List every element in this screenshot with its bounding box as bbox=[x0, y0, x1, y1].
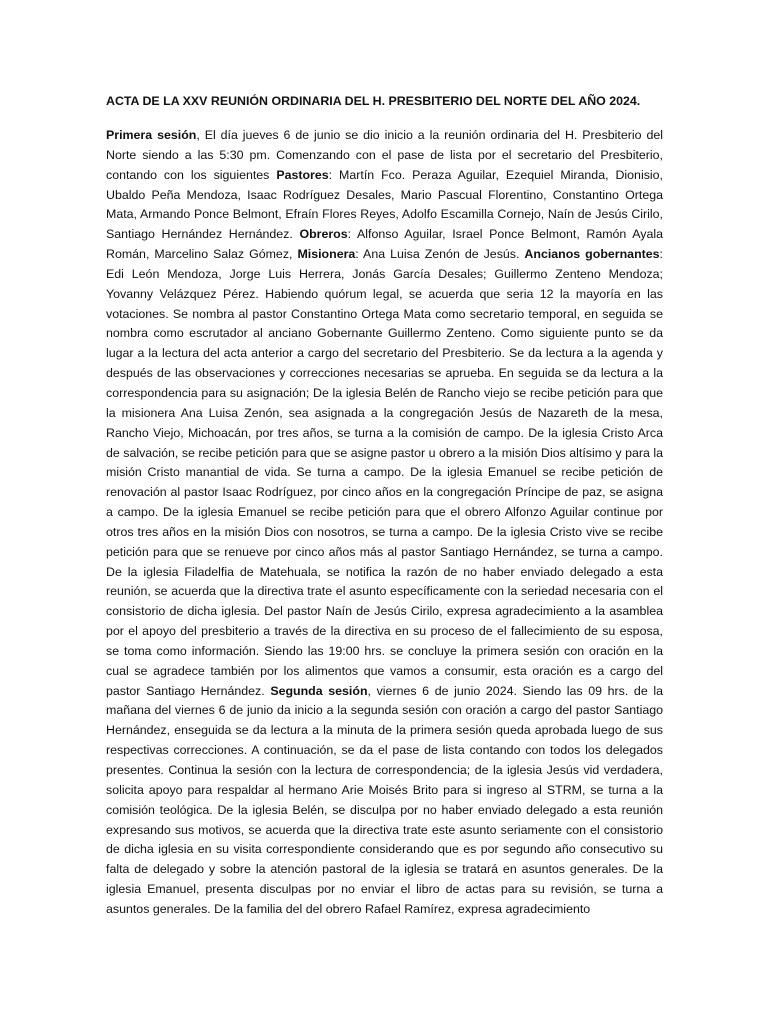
body-paragraph bbox=[106, 126, 663, 920]
bold-run: Pastores bbox=[276, 167, 329, 182]
text-run: , viernes 6 de junio 2024. Siendo las 09 hrs. de la mañana del viernes 6 de junio da inicio a la segunda sesión con oración a cargo del pastor Santiago Hernández, enseguida se da lectura a la minuta de la primera sesión queda aprobada luego de sus respectivas correcciones. A continuación, se da el pase de lista contando con todos los delegados presentes. Continua la sesión con la lectura de correspondencia; de la iglesia Jesús vid verdadera, solicita apoyo para respaldar al hermano Arie Moisés Brito para si ingreso al STRM, se turna a la comisión teológica. De la iglesia Belén, se disculpa por no haber enviado delegado a esta reunión expresando sus motivos, se acuerda que la directiva trate este asunto seriamente con el consistorio de dicha iglesia en su visita correspondiente considerando que es por segundo año consecutivo su falta de delegado y sobre la atención pastoral de la iglesia se tratará en asuntos generales. De la iglesia Emanuel, presenta disculpas por no enviar el libro de actas para su revisión, se turna a asuntos generales. De la familia del del obrero Rafael Ramírez, expresa agradecimiento bbox=[106, 683, 663, 916]
text-run: : Martín Fco. Peraza Aguilar, Ezequiel Miranda, Dionisio, Ubaldo Peña Mendoza, Isaac Rodríguez Desales, Mario Pascual Florentino, Constantino Ortega Mata, Armando Ponce Belmont, Efraín Flores Reyes, Adolfo Escamilla Cornejo, Naín de Jesús Cirilo, Santiago Hernández Hernández. bbox=[106, 167, 663, 242]
bold-run: Ancianos gobernantes bbox=[524, 247, 660, 262]
text-run: : Alfonso Aguilar, Israel Ponce Belmont, Ramón Ayala Román, Marcelino Salaz Gómez, bbox=[106, 227, 664, 262]
text-run: : Ana Luisa Zenón de Jesús. bbox=[355, 247, 525, 262]
document-title: ACTA DE LA XXV REUNIÓN ORDINARIA DEL H. PRESBITERIO DEL NORTE DEL AÑO 2024. bbox=[106, 94, 641, 108]
bold-run: Misionera bbox=[297, 247, 356, 262]
document-page bbox=[106, 92, 663, 920]
text-run: , El día jueves 6 de junio se dio inicio a la reunión ordinaria del H. Presbiterio del Norte siendo a las 5:30 pm. Comenzando con el pase de lista por el secretario del Presbiterio, contando con los siguientes bbox=[106, 128, 663, 182]
text-run: : Edi León Mendoza, Jorge Luis Herrera, Jonás García Desales; Guillermo Zenteno Mendoza; Yovanny Velázquez Pérez. Habiendo quórum legal, se acuerda que seria 12 la mayoría en las votaciones. Se nombra al pastor Constantino Ortega Mata como secretario temporal, en seguida se nombra como escrutador al anciano Gobernante Guillermo Zenteno. Como siguiente punto se da lugar a la lectura del acta anterior a cargo del secretario del Presbiterio. Se da lectura a la agenda y después de las observaciones y correcciones necesarias se aprueba. En seguida se da lectura a la correspondencia para su asignación; De la iglesia Belén de Rancho viejo se recibe petición para que la misionera Ana Luisa Zenón, sea asignada a la congregación Jesús de Nazareth de la mesa, Rancho Viejo, Michoacán, por tres años, se turna a la comisión de campo. De la iglesia Cristo Arca de salvación, se recibe petición para que se asigne pastor u obrero a la misión Dios altísimo y para la misión Cristo manantial de vida. Se turna a campo. De la iglesia Emanuel se recibe petición de renovación al pastor Isaac Rodríguez, por cinco años en la congregación Príncipe de paz, se asigna a campo. De la iglesia Emanuel se recibe petición para que el obrero Alfonzo Aguilar continue por otros tres años en la misión Dios con nosotros, se turna a campo. De la iglesia Cristo vive se recibe petición para que se renueve por cinco años más al pastor Santiago Hernández, se turna a campo. De la iglesia Filadelfia de Matehuala, se notifica la razón de no haber enviado delegado a esta reunión, se acuerda que la directiva trate el asunto específicamente con la seriedad necesaria con el consistorio de dicha iglesia. Del pastor Naín de Jesús Cirilo, expresa agradecimiento a la asamblea por el apoyo del presbiterio a través de la directiva en su proceso de el fallecimiento de su esposa, se toma como información. Siendo las 19:00 hrs. se concluye la primera sesión con oración en la cual se agradece también por los alimentos que vamos a consumir, esta oración es a cargo del pastor Santiago Hernández. bbox=[106, 247, 663, 698]
bold-run: Obreros bbox=[299, 227, 348, 242]
bold-run: Segunda sesión bbox=[270, 683, 368, 698]
bold-run: Primera sesión bbox=[106, 128, 197, 142]
